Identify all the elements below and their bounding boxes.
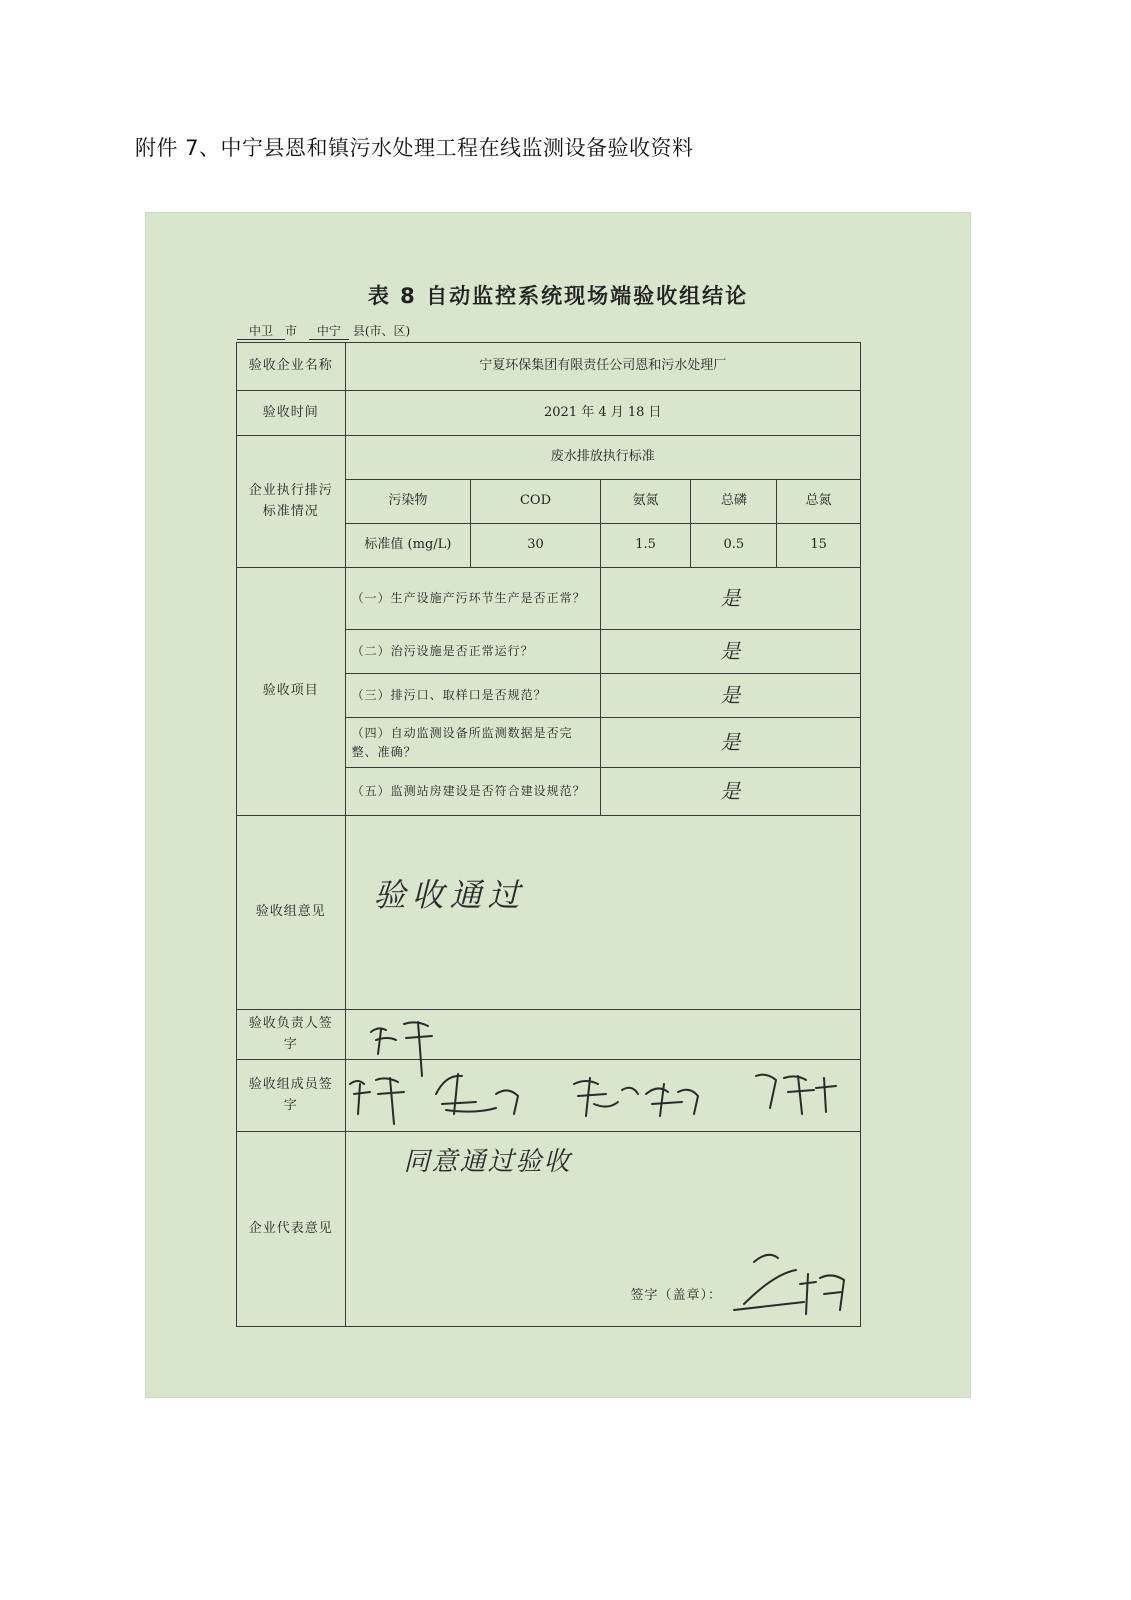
region-county: 中宁: [309, 322, 349, 340]
opinion-handwritten: 验收通过: [373, 876, 526, 914]
region-city: 中卫: [237, 322, 285, 340]
standard-value-nitrogen: 15: [777, 524, 861, 568]
page-heading: 附件 7、中宁县恩和镇污水处理工程在线监测设备验收资料: [135, 136, 694, 160]
enterprise-rep-label: 企业代表意见: [237, 1132, 346, 1327]
scanned-form: [145, 212, 971, 1398]
item-question-1: （一）生产设施产污环节生产是否正常？: [345, 568, 600, 630]
members-signature-cell: [345, 1060, 860, 1132]
pollutant-nitrogen: 总氮: [777, 480, 861, 524]
pollutant-ammonia: 氨氮: [600, 480, 691, 524]
time-value: 2021 年 4 月 18 日: [345, 391, 860, 436]
members-label: 验收组成员签字: [237, 1060, 346, 1132]
items-label: 验收项目: [237, 568, 346, 816]
form-title: 表 8 自动监控系统现场端验收组结论: [367, 284, 749, 308]
pollutant-row-label: 污染物: [345, 480, 471, 524]
enterprise-rep-handwritten: 同意通过验收: [403, 1147, 572, 1177]
standard-value-cod: 30: [471, 524, 601, 568]
standard-value-phosphorus: 0.5: [691, 524, 777, 568]
item-answer-3: 是: [600, 674, 860, 718]
opinion-cell: [345, 816, 860, 1010]
standard-value-label: 标准值 (mg/L): [345, 524, 471, 568]
standard-header: 废水排放执行标准: [345, 436, 860, 480]
opinion-label: 验收组意见: [237, 816, 346, 1010]
item-question-4: （四）自动监测设备所监测数据是否完整、准确？: [345, 718, 600, 768]
item-question-2: （二）治污设施是否正常运行？: [345, 630, 600, 674]
signature-label: 签字（盖章）：: [630, 1287, 722, 1303]
item-answer-4: 是: [600, 718, 860, 768]
enterprise-name-label: 验收企业名称: [237, 343, 346, 391]
region-county-suffix: 县(市、区): [352, 324, 411, 338]
region-city-suffix: 市: [285, 324, 298, 338]
member-signatures: [346, 1054, 866, 1134]
leader-label: 验收负责人签字: [237, 1010, 346, 1060]
leader-signature-cell: [345, 1010, 860, 1060]
enterprise-rep-cell: [345, 1132, 860, 1327]
enterprise-name: 宁夏环保集团有限责任公司恩和污水处理厂: [345, 343, 860, 391]
item-question-3: （三）排污口、取样口是否规范？: [345, 674, 600, 718]
item-question-5: （五）监测站房建设是否符合建设规范？: [345, 768, 600, 816]
item-answer-5: 是: [600, 768, 860, 816]
item-answer-2: 是: [600, 630, 860, 674]
time-label: 验收时间: [237, 391, 346, 436]
region-line: [237, 322, 410, 340]
enterprise-signature: [724, 1244, 854, 1324]
standard-label: 企业执行排污标准情况: [237, 436, 346, 568]
item-answer-1: 是: [600, 568, 860, 630]
standard-value-ammonia: 1.5: [600, 524, 691, 568]
pollutant-phosphorus: 总磷: [691, 480, 777, 524]
pollutant-cod: COD: [471, 480, 601, 524]
acceptance-table: [236, 342, 861, 1327]
